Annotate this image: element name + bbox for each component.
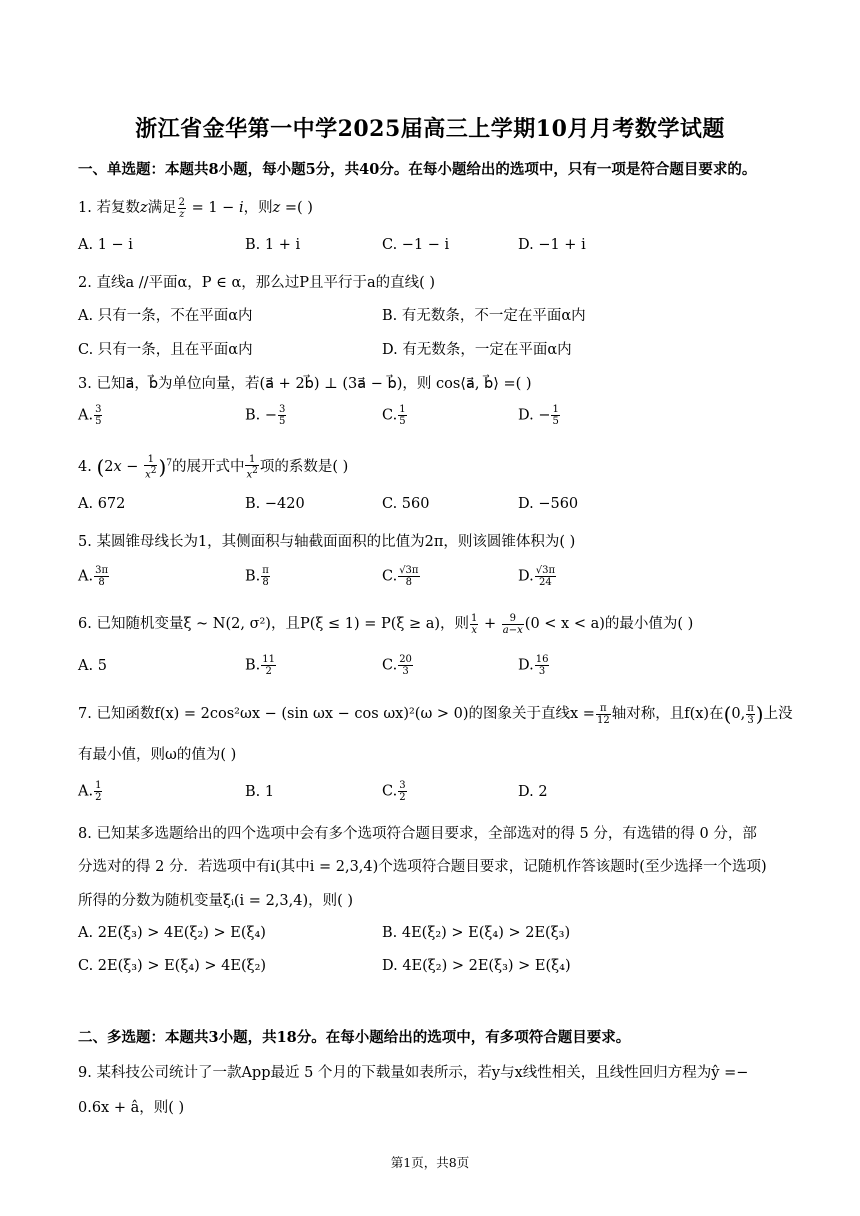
- page-title: 浙江省金华第一中学2025届高三上学期10月月考数学试题: [135, 116, 725, 142]
- q7-option-a[interactable]: A. $\frac{1}{2}$: [78, 780, 102, 803]
- q2-option-a[interactable]: A. 只有一条，不在平面α内: [78, 308, 253, 324]
- q2-option-c[interactable]: C. 只有一条，且在平面α内: [78, 342, 253, 358]
- question-8-line-3: 所得的分数为随机变量ξᵢ(i = 2,3,4)，则( ): [78, 893, 354, 909]
- q3-option-d[interactable]: D. − $\frac{1}{5}$: [518, 404, 559, 427]
- question-7: 7. 已知函数f(x) = 2cos²ωx − (sin ωx − cos ωx)²(ω > 0)的图象关于直线x = $\frac{\pi}{12}$ 轴对称，且f(x)在(0, $\frac{\pi}{3}$ )上没: [78, 702, 793, 726]
- q5-option-b[interactable]: B. $\frac{\pi}{8}$: [245, 565, 269, 588]
- question-9-line-2: 0.6x + â，则( ): [78, 1100, 185, 1116]
- question-8-line-2: 分选对的得 2 分．若选项中有i(其中i = 2,3,4)个选项符合题目要求，记随机作答该题时(至少选择一个选项): [78, 859, 767, 875]
- q7-option-c[interactable]: C. $\frac{3}{2}$: [382, 780, 406, 803]
- q8-option-a[interactable]: A. 2E(ξ₃) > 4E(ξ₂) > E(ξ₄): [78, 925, 266, 941]
- question-5: 5. 某圆锥母线长为1，其侧面积与轴截面面积的比值为2π，则该圆锥体积为( ): [78, 534, 576, 550]
- q3-option-a[interactable]: A. $\frac{3}{5}$: [78, 404, 102, 427]
- question-6: 6. 已知随机变量ξ ~ N(2, σ²)，且P(ξ ≤ 1) = P(ξ ≥ a)，则 $\frac{1}{x}$ + $\frac{9}{a-x}$ (0 < x < a)的最小值为( ): [78, 612, 694, 636]
- q1-option-b[interactable]: B. 1 + i: [245, 237, 301, 253]
- question-4: 4. (2x − $\frac{1}{x^2}$ )$^7$的展开式中 $\frac{1}{x^2}$ 项的系数是( ): [78, 454, 349, 481]
- q7-option-d[interactable]: D. 2: [518, 784, 548, 800]
- q5-option-c[interactable]: C. $\frac{√3\pi}{8}$: [382, 565, 419, 588]
- q6-option-a[interactable]: A. 5: [78, 658, 107, 674]
- q4-option-b[interactable]: B. −420: [245, 496, 305, 512]
- q7-option-b[interactable]: B. 1: [245, 784, 275, 800]
- q4-option-d[interactable]: D. −560: [518, 496, 579, 512]
- q3-option-c[interactable]: C. $\frac{1}{5}$: [382, 404, 406, 427]
- q6-option-c[interactable]: C. $\frac{20}{3}$: [382, 654, 412, 677]
- q1-option-d[interactable]: D. −1 + i: [518, 237, 586, 253]
- question-2: 2. 直线a //平面α，P ∈ α，那么过P且平行于a的直线( ): [78, 275, 436, 291]
- q5-option-a[interactable]: A. $\frac{3\pi}{8}$: [78, 565, 109, 588]
- q4-option-a[interactable]: A. 672: [78, 496, 126, 512]
- q4-option-c[interactable]: C. 560: [382, 496, 430, 512]
- q6-option-b[interactable]: B. $\frac{11}{2}$: [245, 654, 275, 677]
- question-1: 1. 若复数z满足 $\frac{2}{z}$ = 1 − i，则z =( ): [78, 196, 313, 220]
- question-7-line-2: 有最小值，则ω的值为( ): [78, 747, 237, 763]
- q1-option-a[interactable]: A. 1 − i: [78, 237, 133, 253]
- section-2-heading: 二、多选题：本题共3小题，共18分。在每小题给出的选项中，有多项符合题目要求。: [78, 1029, 631, 1046]
- q5-option-d[interactable]: D. $\frac{√3\pi}{24}$: [518, 565, 556, 588]
- q2-option-b[interactable]: B. 有无数条，不一定在平面α内: [382, 308, 586, 324]
- question-8-line-1: 8. 已知某多选题给出的四个选项中会有多个选项符合题目要求，全部选对的得 5 分，有选错的得 0 分，部: [78, 826, 757, 842]
- q8-option-b[interactable]: B. 4E(ξ₂) > E(ξ₄) > 2E(ξ₃): [382, 925, 571, 941]
- q3-option-b[interactable]: B. − $\frac{3}{5}$: [245, 404, 286, 427]
- q8-option-d[interactable]: D. 4E(ξ₂) > 2E(ξ₃) > E(ξ₄): [382, 958, 571, 974]
- page-footer: 第1页，共8页: [390, 1155, 470, 1170]
- section-1-heading: 一、单选题：本题共8小题，每小题5分，共40分。在每小题给出的选项中，只有一项是符合题目要求的。: [78, 161, 757, 178]
- question-3: 3. 已知a⃗，b⃗为单位向量，若(a⃗ + 2b⃗) ⊥ (3a⃗ − b⃗)，则 cos⟨a⃗, b⃗⟩ =( ): [78, 376, 532, 392]
- q1-option-c[interactable]: C. −1 − i: [382, 237, 450, 253]
- q6-option-d[interactable]: D. $\frac{16}{3}$: [518, 654, 549, 677]
- question-9-line-1: 9. 某科技公司统计了一款App最近 5 个月的下载量如表所示，若y与x线性相关，且线性回归方程为ŷ =−: [78, 1065, 749, 1081]
- q8-option-c[interactable]: C. 2E(ξ₃) > E(ξ₄) > 4E(ξ₂): [78, 958, 267, 974]
- q2-option-d[interactable]: D. 有无数条，一定在平面α内: [382, 342, 572, 358]
